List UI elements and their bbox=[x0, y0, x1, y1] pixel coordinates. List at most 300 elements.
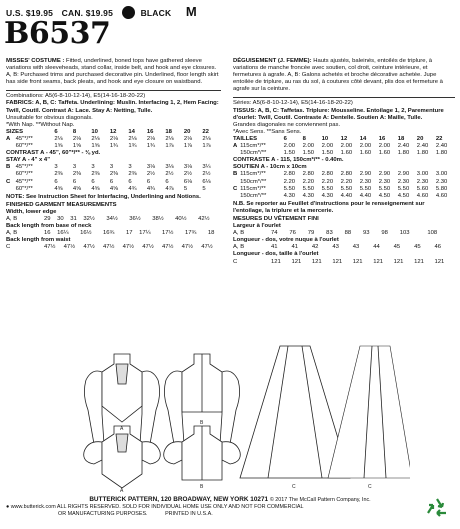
en-nap: *With Nap. **Without Nap. bbox=[6, 121, 75, 128]
table-header-cell: 14 bbox=[128, 128, 135, 135]
table-header-cell: 10 bbox=[91, 128, 98, 135]
table-header-row bbox=[6, 129, 221, 136]
table-cell: 2.80 bbox=[321, 171, 334, 178]
table-cell: 2⅜ bbox=[54, 171, 63, 178]
table-cell: 47½ bbox=[44, 244, 56, 251]
table-header-cell: 8 bbox=[302, 135, 306, 142]
made-in: PRINTED IN U.S.A. bbox=[165, 511, 213, 517]
table-cell: 121 bbox=[434, 258, 445, 265]
footer-line1 bbox=[6, 496, 454, 503]
table-cell: 2½ bbox=[202, 171, 211, 178]
table-header-cell: 16 bbox=[378, 135, 386, 142]
table-header-cell: 18 bbox=[165, 128, 172, 135]
table-cell: 41 bbox=[271, 244, 278, 251]
fr-title: DÉGUISEMENT (J. FEMME): bbox=[233, 58, 312, 64]
table-cell: 1.50 bbox=[283, 150, 296, 157]
table-cell: 47½ bbox=[102, 244, 115, 251]
table-cell: 17¾ bbox=[184, 230, 197, 237]
table-cell: 2⅛ bbox=[91, 135, 100, 142]
table-cell: 47½ bbox=[161, 244, 174, 251]
table-cell: 1⅝ bbox=[91, 143, 100, 150]
label-c-front: C bbox=[292, 484, 296, 490]
table-cell: 2.80 bbox=[302, 171, 315, 178]
table-cell: A, B bbox=[233, 230, 245, 237]
fr-cou-table bbox=[233, 244, 455, 251]
en-bl-waist-label: Back length from waist bbox=[6, 237, 71, 244]
table-cell: 121 bbox=[311, 258, 322, 265]
color-label: BLACK bbox=[140, 8, 172, 18]
table-cell: 150cm*/** bbox=[240, 192, 267, 199]
table-cell: 1.80 bbox=[416, 150, 429, 157]
legal-text: ALL RIGHTS RESERVED. SOLD FOR INDIVIDUAL HOME USE ONLY AND NOT FOR COMMERCIAL bbox=[56, 504, 304, 510]
table-cell: 5 bbox=[202, 185, 206, 192]
table-cell: 2.20 bbox=[321, 178, 334, 185]
label-a-front: A bbox=[120, 426, 124, 432]
label-b-back-top: B bbox=[200, 420, 204, 426]
table-cell: 76 bbox=[289, 230, 296, 237]
table-cell: 2.20 bbox=[302, 178, 315, 185]
english-column bbox=[6, 58, 221, 251]
en-yardage-table bbox=[6, 129, 221, 193]
table-cell: 5.50 bbox=[359, 185, 372, 192]
pattern-number: B6537 bbox=[4, 16, 111, 51]
table-cell: 2.90 bbox=[378, 171, 391, 178]
table-row bbox=[6, 186, 221, 193]
table-cell: 5.50 bbox=[321, 185, 334, 192]
table-cell: 45"*/** bbox=[15, 164, 33, 171]
en-fabrics: FABRICS: A, B, C: Taffeta. Underlining: Muslin. Interfacing 1, 2, Hem Facing: Twill, Coutil. Contrast A: Lace. Stay A: Netting, Tulle. bbox=[6, 100, 219, 114]
table-header-cell: 12 bbox=[109, 128, 117, 135]
table-cell: 6 bbox=[54, 178, 58, 185]
fr-sens: *Avec Sens. **Sans Sens. bbox=[233, 128, 302, 135]
table-row bbox=[233, 193, 455, 200]
table-cell: 4⅝ bbox=[54, 185, 63, 192]
table-row bbox=[6, 244, 221, 251]
table-cell: 47½ bbox=[122, 244, 135, 251]
table-cell: 2⅛ bbox=[183, 135, 193, 142]
table-cell: 30 bbox=[57, 215, 64, 222]
table-cell: 121 bbox=[373, 258, 384, 265]
table-cell bbox=[6, 171, 16, 178]
table-cell: 1.50 bbox=[321, 150, 334, 157]
table-header-cell: 10 bbox=[321, 135, 329, 142]
table-cell: 2⅛ bbox=[54, 135, 63, 142]
table-cell: 4¾ bbox=[128, 185, 137, 192]
can-price: CAN. $19.95 bbox=[61, 8, 113, 18]
table-cell: 121 bbox=[414, 258, 424, 265]
table-cell: 3⅛ bbox=[146, 164, 156, 171]
en-unsuitable: Unsuitable for obvious diagonals. bbox=[6, 114, 93, 121]
footer-line2 bbox=[6, 504, 454, 510]
en-description bbox=[6, 58, 221, 86]
table-cell: 4.60 bbox=[435, 192, 448, 199]
table-cell: 42 bbox=[311, 244, 319, 251]
table-cell: 45 bbox=[414, 244, 421, 251]
table-cell: 38½ bbox=[152, 215, 164, 222]
table-header-cell: 20 bbox=[183, 128, 191, 135]
table-row bbox=[6, 179, 221, 186]
table-cell: 1.80 bbox=[435, 150, 448, 157]
table-cell: 121 bbox=[332, 258, 343, 265]
en-waist-table bbox=[6, 244, 221, 251]
fr-taille-table bbox=[233, 259, 455, 266]
table-header-cell: 6 bbox=[54, 128, 58, 135]
table-cell: 4.60 bbox=[416, 192, 429, 199]
label-b-lower: B bbox=[200, 484, 204, 490]
table-cell: 6 bbox=[165, 178, 169, 185]
footer bbox=[6, 496, 454, 517]
table-cell: 2.30 bbox=[359, 178, 372, 185]
table-cell: 4¾ bbox=[146, 185, 156, 192]
table-cell: 108 bbox=[427, 230, 438, 237]
table-header-cell: 20 bbox=[416, 135, 424, 142]
table-cell: 2⅛ bbox=[72, 135, 82, 142]
table-cell: 45 bbox=[393, 244, 401, 251]
table-cell: 3⅛ bbox=[165, 164, 174, 171]
table-header-cell: 18 bbox=[397, 135, 405, 142]
table-cell: 2.00 bbox=[378, 143, 391, 150]
table-cell bbox=[6, 186, 16, 193]
table-cell: 74 bbox=[271, 230, 278, 237]
table-cell: 32½ bbox=[83, 215, 95, 222]
table-cell: 46 bbox=[434, 244, 442, 251]
table-cell: 2.30 bbox=[378, 178, 391, 185]
table-row bbox=[233, 171, 455, 178]
table-cell: 4⅝ bbox=[91, 185, 100, 192]
table-cell: 3 bbox=[109, 164, 114, 171]
table-cell: 1⅞ bbox=[183, 143, 193, 150]
table-cell: 6 bbox=[128, 178, 132, 185]
table-cell: C bbox=[233, 185, 238, 192]
table-cell: 45"*/** bbox=[15, 135, 33, 142]
table-row bbox=[6, 143, 221, 150]
table-cell: 17¼ bbox=[139, 230, 151, 237]
table-cell: 2⅛ bbox=[165, 135, 174, 142]
table-cell: 47½ bbox=[83, 244, 95, 251]
size-label: M bbox=[185, 4, 197, 19]
table-row bbox=[233, 186, 455, 193]
table-cell bbox=[6, 143, 16, 150]
table-cell: C bbox=[6, 244, 11, 251]
table-cell: A bbox=[233, 143, 238, 150]
table-cell: 1.50 bbox=[302, 150, 315, 157]
table-cell: 4⅝ bbox=[109, 185, 119, 192]
table-cell: 3 bbox=[54, 164, 58, 171]
fr-long-cou-label: Longueur - dos, votre nuque à l'ourlet bbox=[233, 237, 339, 244]
table-cell bbox=[233, 179, 240, 186]
table-cell: 29 bbox=[44, 215, 51, 222]
table-cell: 47½ bbox=[142, 244, 154, 251]
table-cell: 44 bbox=[373, 244, 380, 251]
us-price: U.S. $19.95 bbox=[6, 8, 54, 18]
table-row bbox=[233, 244, 455, 251]
table-cell: 3 bbox=[91, 164, 95, 171]
table-header-cell: TAILLES bbox=[233, 135, 258, 142]
table-header-cell: 14 bbox=[359, 135, 367, 142]
table-cell: 5.50 bbox=[397, 185, 410, 192]
table-cell: 2.00 bbox=[283, 143, 296, 150]
en-note: NOTE: See Instruction Sheet for Interfacing, Underlining and Notions. bbox=[6, 193, 201, 200]
table-cell: B bbox=[233, 171, 238, 178]
table-cell: 1⅝ bbox=[54, 143, 63, 150]
table-cell: CONTRASTE A - 115, 150cm*/** - 0.40m. bbox=[233, 157, 344, 164]
table-cell: 150cm*/** bbox=[240, 178, 267, 185]
table-cell: 1⅞ bbox=[202, 143, 211, 150]
table-cell: 47½ bbox=[201, 244, 213, 251]
table-cell: 103 bbox=[399, 230, 410, 237]
table-cell: 5.50 bbox=[340, 185, 353, 192]
table-cell: STAY A - 4" x 4" bbox=[6, 157, 50, 164]
table-cell: 2.00 bbox=[340, 143, 353, 150]
table-cell: A, B bbox=[233, 244, 245, 251]
table-cell: 2⅜ bbox=[128, 171, 137, 178]
fr-long-taille-label: Longueur - dos, taille à l'ourlet bbox=[233, 251, 319, 258]
table-cell: 4.30 bbox=[321, 192, 334, 199]
table-cell: 2⅛ bbox=[146, 135, 156, 142]
table-cell: 6 bbox=[91, 178, 95, 185]
table-cell: 115cm*/** bbox=[240, 185, 266, 192]
table-cell: 1.60 bbox=[359, 150, 372, 157]
table-cell: 43 bbox=[332, 244, 339, 251]
table-header-row bbox=[233, 136, 455, 143]
table-cell: 18 bbox=[207, 230, 215, 237]
table-cell: 5.50 bbox=[283, 185, 296, 192]
en-combinations: Combinations: A5(6-8-10-12-14), E5(14-16-18-20-22) bbox=[6, 93, 146, 100]
fr-largeur-label: Largeur à l'ourlet bbox=[233, 223, 281, 230]
table-cell: 2.00 bbox=[302, 143, 315, 150]
table-cell: 98 bbox=[381, 230, 388, 237]
table-cell: 2½ bbox=[183, 171, 193, 178]
table-cell: 40½ bbox=[175, 215, 187, 222]
table-cell: 2⅜ bbox=[72, 171, 82, 178]
table-cell: 2⅛ bbox=[128, 135, 137, 142]
table-cell: 2.40 bbox=[435, 143, 448, 150]
table-cell: 2⅛ bbox=[109, 135, 119, 142]
table-row bbox=[6, 216, 221, 223]
table-header-cell: 8 bbox=[72, 128, 77, 135]
table-cell: 4⅞ bbox=[165, 185, 174, 192]
website-link[interactable]: ● www.butterick.com bbox=[6, 504, 56, 510]
table-cell: 60"*/** bbox=[15, 143, 33, 150]
table-cell bbox=[233, 150, 240, 157]
table-cell: 1⅝ bbox=[72, 143, 82, 150]
table-row bbox=[6, 136, 221, 143]
table-row bbox=[233, 259, 455, 266]
table-cell: 2.30 bbox=[435, 178, 448, 185]
table-cell: 4.40 bbox=[359, 192, 372, 199]
table-cell: 2.30 bbox=[416, 178, 429, 185]
table-cell: 2⅜ bbox=[91, 171, 100, 178]
table-cell: 43 bbox=[352, 244, 360, 251]
table-cell: 2.00 bbox=[321, 143, 334, 150]
table-cell: 3.00 bbox=[416, 171, 429, 178]
table-cell: 1.60 bbox=[340, 150, 353, 157]
table-cell: 2½ bbox=[165, 171, 174, 178]
label-c-back: C bbox=[368, 484, 372, 490]
table-cell: 3 bbox=[128, 164, 132, 171]
table-cell: 6 bbox=[109, 178, 114, 185]
table-cell: A, B bbox=[6, 230, 18, 237]
table-cell: 121 bbox=[271, 258, 281, 265]
table-cell: 60"*/** bbox=[15, 185, 33, 192]
table-cell: 47½ bbox=[63, 244, 76, 251]
table-header-cell: SIZES bbox=[6, 128, 24, 135]
table-cell: 2½ bbox=[146, 171, 156, 178]
table-cell: 42½ bbox=[198, 215, 210, 222]
table-cell: 36½ bbox=[129, 215, 141, 222]
table-row bbox=[6, 150, 221, 157]
table-cell: 6⅛ bbox=[183, 178, 193, 185]
fr-yardage-table bbox=[233, 136, 455, 200]
table-header-cell: 16 bbox=[146, 128, 154, 135]
table-cell: 16¾ bbox=[103, 230, 115, 237]
table-cell: 2.40 bbox=[397, 143, 410, 150]
footer-line3 bbox=[6, 511, 454, 517]
table-cell: C bbox=[6, 178, 11, 185]
table-row bbox=[6, 157, 221, 164]
table-cell: A bbox=[6, 135, 11, 142]
table-cell: 1⅞ bbox=[165, 143, 174, 150]
table-cell: 88 bbox=[344, 230, 352, 237]
company-address: BUTTERICK PATTERN, 120 BROADWAY, NEW YORK 10271 bbox=[89, 496, 269, 503]
table-cell: 4.50 bbox=[397, 192, 410, 199]
table-header-cell: 22 bbox=[435, 135, 443, 142]
table-cell: 3⅛ bbox=[183, 164, 193, 171]
table-cell: 2.90 bbox=[397, 171, 410, 178]
table-cell: 60"*/** bbox=[15, 171, 33, 178]
table-cell: 5.80 bbox=[435, 185, 448, 192]
table-cell: 1.80 bbox=[397, 150, 410, 157]
table-cell: 2.90 bbox=[359, 171, 372, 178]
en-width-label: Width, lower edge bbox=[6, 208, 57, 215]
table-cell: 5.50 bbox=[378, 185, 391, 192]
table-cell bbox=[233, 193, 240, 200]
table-cell: 2.30 bbox=[397, 178, 410, 185]
table-row bbox=[233, 143, 455, 150]
fr-series: Séries: A5(6-8-10-12-14), E5(14-16-18-20-22) bbox=[233, 100, 353, 107]
table-cell: 4.30 bbox=[302, 192, 315, 199]
table-cell: 115cm*/** bbox=[240, 143, 266, 150]
table-cell: 2.00 bbox=[359, 143, 372, 150]
table-cell: 1.60 bbox=[378, 150, 391, 157]
table-cell: 2.80 bbox=[283, 171, 296, 178]
table-cell: 115cm*/** bbox=[240, 171, 266, 178]
recycle-icon bbox=[424, 496, 450, 522]
table-cell: 41 bbox=[291, 244, 298, 251]
table-cell: 16½ bbox=[80, 230, 92, 237]
table-cell: 4.50 bbox=[378, 192, 391, 199]
table-cell: 5.60 bbox=[416, 185, 429, 192]
fr-largeur-table bbox=[233, 230, 455, 237]
table-cell: 93 bbox=[362, 230, 370, 237]
table-cell: CONTRAST A - 45", 60"*/** - ⅜ yd. bbox=[6, 150, 101, 157]
table-row bbox=[233, 179, 455, 186]
table-row bbox=[233, 230, 455, 237]
divider bbox=[233, 97, 455, 98]
en-finished-title: FINISHED GARMENT MEASUREMENTS bbox=[6, 201, 117, 208]
table-header-cell: 12 bbox=[340, 135, 348, 142]
table-cell: 121 bbox=[291, 258, 302, 265]
table-cell: 79 bbox=[307, 230, 315, 237]
table-row bbox=[233, 150, 455, 157]
french-column bbox=[233, 58, 455, 266]
table-cell: 17 bbox=[125, 230, 133, 237]
fr-tissus: TISSUS: A, B, C: Taffetas. Triplure: Mousseline. Entoilage 1, 2, Parementure d'ourlet: Twill, Coutil. Contraste A: Dentelle. Soutien A: Maille, Tulle. bbox=[233, 107, 444, 121]
en-neck-table bbox=[6, 230, 221, 237]
table-row bbox=[233, 157, 455, 164]
en-title: MISSES' COSTUME : bbox=[6, 58, 65, 64]
table-cell: 3¼ bbox=[202, 164, 211, 171]
en-desc: Fitted, underlined, boned tops have gathered sleeve variations with sleeveheads, stand collar, inside belt, and hook and eye closures. A, B: Purchased trims and purchased decorative pin. Underlined, floor length skirt has side front seams, back pleats, and hook and eye closure on waistband. bbox=[6, 58, 219, 86]
table-cell: 2.80 bbox=[340, 171, 353, 178]
table-cell: 6 bbox=[72, 178, 77, 185]
copyright: © 2017 The McCall Pattern Company, Inc. bbox=[269, 497, 371, 503]
technical-drawings bbox=[80, 342, 410, 492]
table-header-cell: 22 bbox=[202, 128, 209, 135]
color-dot-icon bbox=[122, 6, 135, 19]
table-cell: 2⅜ bbox=[109, 171, 119, 178]
table-header-cell: 6 bbox=[283, 135, 287, 142]
table-cell: 1¾ bbox=[109, 143, 119, 150]
table-cell: 121 bbox=[352, 258, 363, 265]
table-cell: 34½ bbox=[106, 215, 118, 222]
fr-diag: Grandes diagonales ne conviennent pas. bbox=[233, 121, 341, 128]
table-cell: 31 bbox=[70, 215, 77, 222]
table-cell: 45"*/** bbox=[15, 178, 33, 185]
table-cell: 4.40 bbox=[340, 192, 353, 199]
table-cell: 2⅛ bbox=[202, 135, 211, 142]
en-bl-neck-label: Back length from base of neck bbox=[6, 223, 92, 230]
table-cell: 3 bbox=[72, 164, 77, 171]
table-cell: 16 bbox=[44, 230, 51, 237]
view-c-back bbox=[328, 346, 410, 478]
table-cell: 121 bbox=[393, 258, 404, 265]
table-row bbox=[233, 164, 455, 171]
label-a-lower: A bbox=[120, 488, 124, 492]
table-cell: 2.20 bbox=[283, 178, 296, 185]
fr-desc: Hauts ajustés, baleinés, entoilés de triplure, à variations de manche froncée avec soutien, col droit, ceinture intérieure, et fermetures à agrafe. A, B: Galons achetés et broche décorative achetée. Jupe entoilée de triplure, au ras du sol, à coutures côté devant, plis dos et fermeture à agrafe sur la ceinture. bbox=[233, 58, 443, 93]
table-cell: 150cm*/** bbox=[240, 150, 267, 157]
table-cell: 5 bbox=[183, 185, 188, 192]
table-cell: A, B bbox=[6, 215, 18, 222]
table-cell: B bbox=[6, 164, 11, 171]
fr-description bbox=[233, 58, 455, 93]
fr-mesures-title: MESURES DU VÊTEMENT FINI bbox=[233, 215, 319, 222]
table-row bbox=[6, 171, 221, 178]
table-cell: 6 bbox=[146, 178, 151, 185]
table-cell: 2.20 bbox=[340, 178, 353, 185]
table-cell: 47½ bbox=[181, 244, 194, 251]
fr-note: N.B. Se reporter au Feuillet d'instructions pour le renseignement sur l'entoilage, la triplure et la mercerie. bbox=[233, 200, 425, 214]
legal-text-2: OR MANUFACTURING PURPOSES. bbox=[58, 511, 148, 517]
table-cell: 4⅝ bbox=[72, 185, 82, 192]
table-cell: SOUTIEN A - 10cm x 10cm bbox=[233, 164, 307, 171]
table-cell: 1¾ bbox=[128, 143, 137, 150]
table-cell: 4.30 bbox=[283, 192, 296, 199]
divider bbox=[6, 90, 221, 91]
table-cell: 1¾ bbox=[146, 143, 156, 150]
table-cell: 16¼ bbox=[57, 230, 69, 237]
en-width-table bbox=[6, 216, 221, 223]
table-row bbox=[6, 230, 221, 237]
table-cell: 83 bbox=[326, 230, 333, 237]
table-cell: 2.40 bbox=[416, 143, 429, 150]
table-cell: 5.50 bbox=[302, 185, 315, 192]
table-cell: 17½ bbox=[162, 230, 174, 237]
table-cell: 3.00 bbox=[435, 171, 448, 178]
table-cell: C bbox=[233, 258, 238, 265]
table-cell: 6⅛ bbox=[202, 178, 211, 185]
